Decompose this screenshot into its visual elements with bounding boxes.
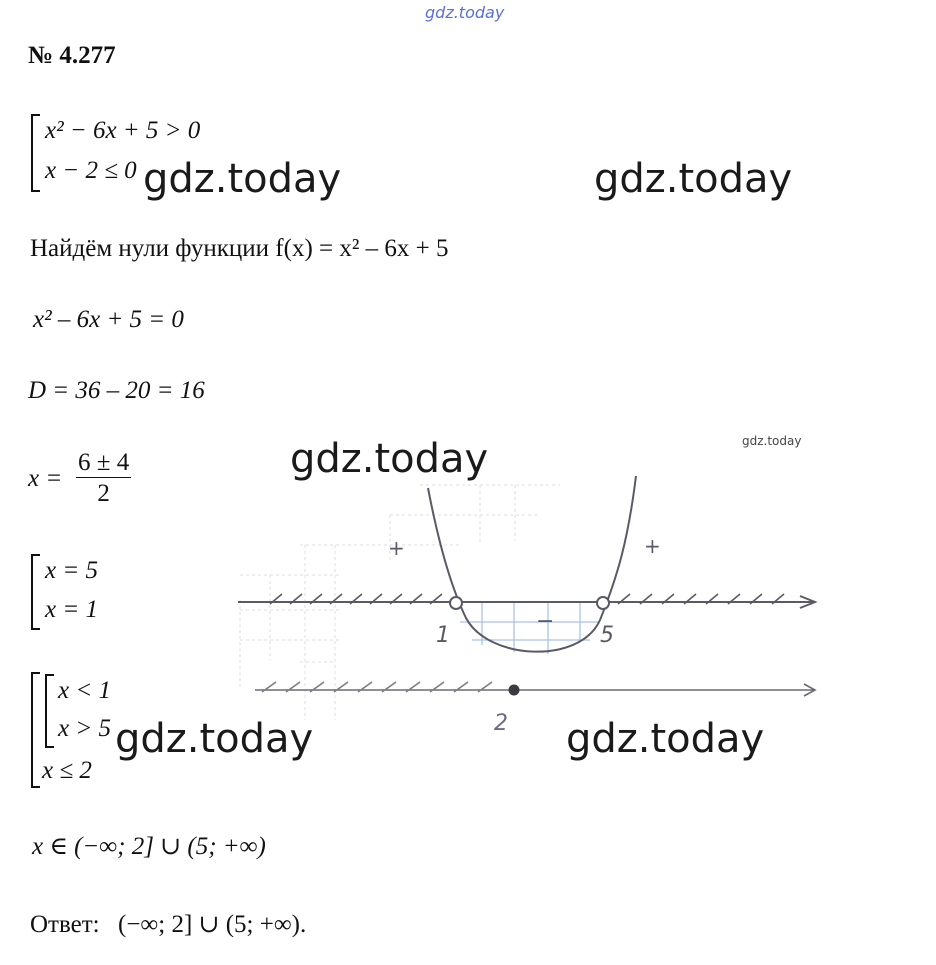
combined-x-greater-5: x > 5 [58,715,111,742]
sign-plus-right: + [644,534,661,558]
system1-line1: x² − 6x + 5 > 0 [45,117,201,144]
answer-value: (−∞; 2] ∪ (5; +∞). [118,911,307,938]
sketch-label-2: 2 [494,711,508,736]
root-point-1 [450,597,462,609]
negative-region-grid [460,602,598,654]
root-1: x = 1 [45,596,98,623]
discriminant: D = 36 – 20 = 16 [28,377,205,404]
sign-plus-left: + [388,536,405,560]
problem-number: № 4.277 [28,42,116,69]
roots-lhs: x = [28,465,63,492]
fraction-denominator: 2 [97,480,110,507]
root-point-5 [597,597,609,609]
sign-minus: − [536,609,555,634]
sketch-label-1: 1 [436,623,450,648]
watermark: gdz.today [594,156,793,202]
step-find-zeros: Найдём нули функции f(x) = x² – 6x + 5 [30,235,449,262]
combined-x-less-1: x < 1 [58,677,111,704]
watermark: gdz.today [566,716,765,762]
watermark: gdz.today [290,436,489,482]
fraction-numerator: 6 ± 4 [78,449,130,476]
answer-label: Ответ: [30,911,100,938]
watermark-top: gdz.today [425,3,505,22]
solution-set: x ∈ (−∞; 2] ∪ (5; +∞) [32,833,266,860]
watermark: gdz.today [115,716,314,762]
combined-x-le-2: x ≤ 2 [42,757,92,784]
root-5: x = 5 [45,557,98,584]
point-2 [509,685,520,696]
watermark: gdz.today [143,156,342,202]
system1-line2: x − 2 ≤ 0 [45,157,137,184]
equation: x² – 6x + 5 = 0 [33,306,184,333]
watermark-small: gdz.today [742,434,802,448]
sketch-label-5: 5 [600,623,614,648]
